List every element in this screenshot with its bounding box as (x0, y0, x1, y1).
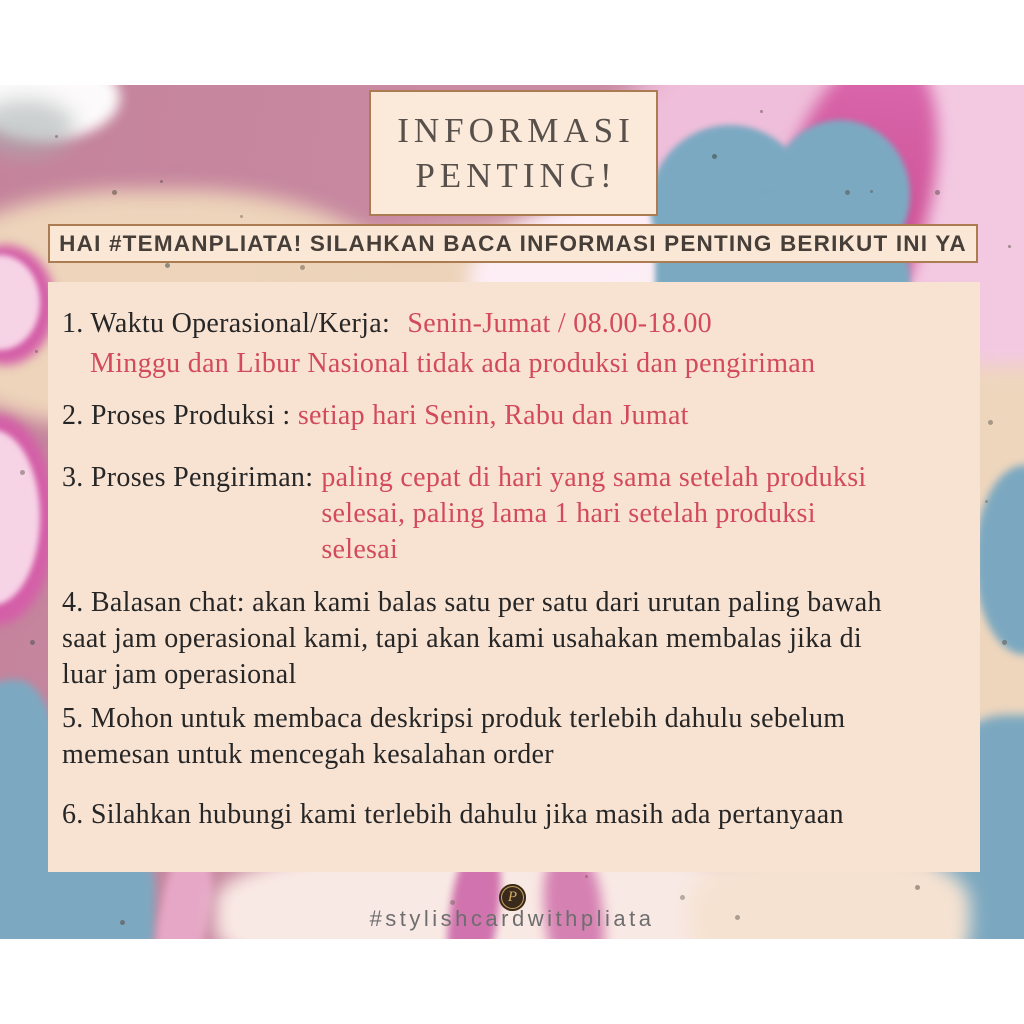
item-number: 1. (62, 308, 84, 339)
item-number: 4. (62, 587, 84, 618)
item-label: Proses Produksi : (90, 400, 291, 431)
list-item-chat-reply (62, 585, 907, 693)
item-label: Waktu Operasional/Kerja: (90, 308, 391, 339)
greeting-banner-text: HAI #TEMANPLIATA! SILAHKAN BACA INFORMASI PENTING BERIKUT INI YA (59, 230, 967, 256)
list-item-shipping (62, 460, 980, 568)
item-highlight: Senin-Jumat / 08.00-18.00 (407, 308, 712, 339)
list-item-read-description (62, 701, 907, 773)
title-box (369, 90, 658, 216)
item-number: 5. (62, 703, 84, 734)
item-text: Balasan chat: akan kami balas satu per satu dari urutan paling bawah saat jam operasional kami, tapi akan kami usahakan membalas jika di luar jam operasional (62, 587, 882, 690)
item-highlight: setiap hari Senin, Rabu dan Jumat (297, 400, 689, 431)
info-panel (48, 282, 980, 872)
list-item-contact-us (62, 797, 907, 833)
item-line (62, 306, 980, 342)
list-item-production (62, 398, 980, 434)
item-number: 6. (62, 799, 84, 830)
greeting-banner (48, 224, 978, 263)
item-text: Mohon untuk membaca deskripsi produk terlebih dahulu sebelum memesan untuk mencegah kesalahan order (62, 703, 846, 770)
pliata-logo-letter: P (507, 889, 518, 905)
item-text: Silahkan hubungi kami terlebih dahulu jika masih ada pertanyaan (90, 799, 844, 830)
footer-hashtag: #stylishcardwithpliata (369, 906, 655, 931)
title-line-2: PENTING! (415, 156, 617, 195)
item-note: Minggu dan Libur Nasional tidak ada produksi dan pengiriman (90, 348, 816, 379)
item-number: 2. (62, 400, 84, 431)
item-label: Proses Pengiriman: (90, 462, 314, 493)
item-number: 3. (62, 462, 84, 493)
list-item-operational-hours (62, 306, 980, 382)
title-line-1: INFORMASI (397, 111, 635, 150)
item-label-group (62, 460, 313, 496)
paint-speckles (0, 85, 3, 88)
item-highlight: paling cepat di hari yang sama setelah produksi selesai, paling lama 1 hari setelah produksi selesai (321, 462, 867, 565)
